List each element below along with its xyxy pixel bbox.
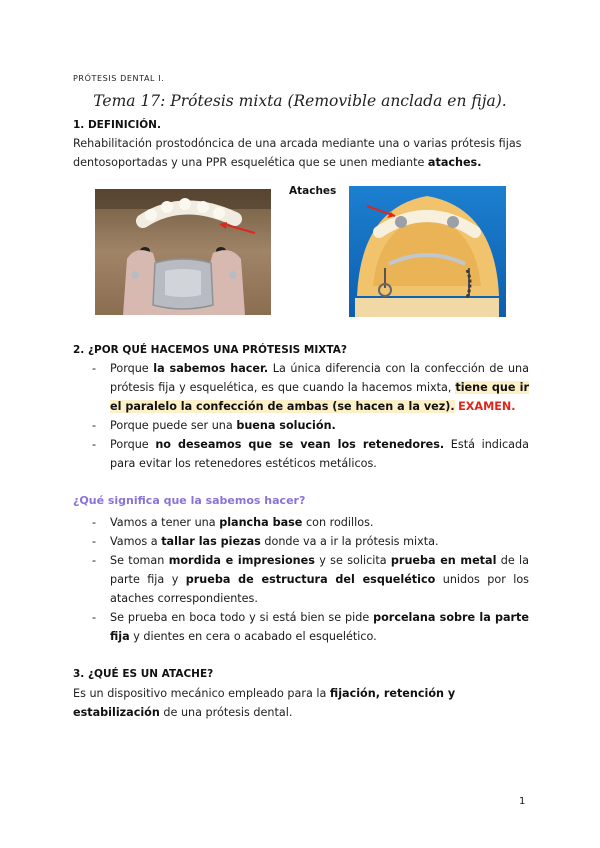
definition-text: Rehabilitación prostodóncica de una arcada mediante una o varias prótesis fijas dentosoportadas y una PPR esquelética que se unen mediante <box>73 137 522 169</box>
highlighted-text: tiene que ir el paralelo la confección de ambas (se hacen a la vez). <box>110 381 529 413</box>
page-number: 1 <box>519 796 526 807</box>
prosthesis-photo-right <box>349 186 506 317</box>
definition-bold: ataches. <box>427 156 482 169</box>
list-item: - Porque puede ser una buena solución. <box>92 416 529 435</box>
list-item: - Porque la sabemos hacer. La única diferencia con la confección de una prótesis fija y esquelética, es que cuando la hacemos mixta, tiene que ir el paralelo la confección de ambas (se hacen a la vez). EXAMEN. <box>92 359 529 416</box>
running-header: PRÓTESIS DENTAL I. <box>73 74 165 83</box>
section-2-list <box>92 359 529 473</box>
subsection-heading: ¿Qué significa que la sabemos hacer? <box>73 494 306 507</box>
prosthesis-illustration-right <box>349 186 506 317</box>
atache-paragraph: Es un dispositivo mecánico empleado para la fijación, retención y estabilización de una prótesis dental. <box>73 687 456 719</box>
list-item: - Vamos a tallar las piezas donde va a ir la prótesis mixta. <box>92 532 529 551</box>
page-title: Tema 17: Prótesis mixta (Removible anclada en fija). <box>93 92 507 110</box>
list-item: - Se prueba en boca todo y si está bien se pide porcelana sobre la parte fija y dientes en cera o acabado el esquelético. <box>92 608 529 646</box>
list-item: - Se toman mordida e impresiones y se solicita prueba en metal de la parte fija y prueba de estructura del esquelético unidos por los ataches correspondientes. <box>92 551 529 608</box>
section-3-heading: 3. ¿QUÉ ES UN ATACHE? <box>73 668 214 680</box>
definition-paragraph <box>73 134 529 172</box>
list-item: - Porque no deseamos que se vean los retenedores. Está indicada para evitar los retenedores estéticos metálicos. <box>92 435 529 473</box>
exam-badge: EXAMEN. <box>458 400 516 413</box>
section-2-heading: 2. ¿POR QUÉ HACEMOS UNA PRÓTESIS MIXTA? <box>73 344 347 356</box>
prosthesis-photo-left <box>95 189 271 315</box>
list-item: - Vamos a tener una plancha base con rodillos. <box>92 513 529 532</box>
prosthesis-illustration-left <box>95 189 271 315</box>
figure-caption: Ataches <box>289 185 337 197</box>
subsection-list <box>92 513 529 646</box>
section-1-heading: 1. DEFINICIÓN. <box>73 119 161 131</box>
